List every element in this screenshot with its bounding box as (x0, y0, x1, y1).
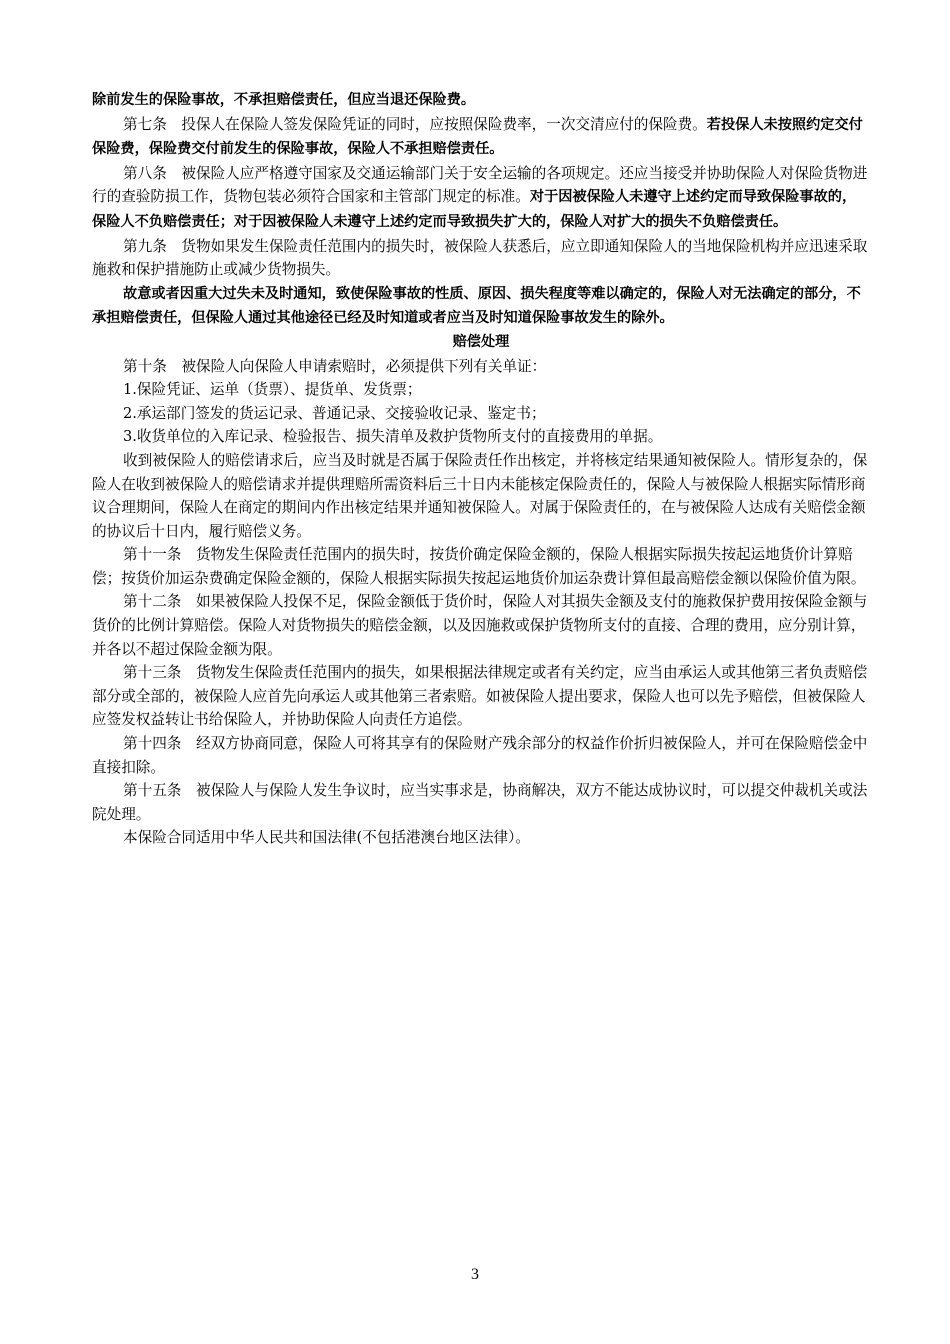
article-7-text: 第七条 投保人在保险人签发保险凭证的同时，应按照保险费率，一次交清应付的保险费。 (123, 115, 707, 133)
article-7-bold: 若投保人未按照约定交付保险费，保险费交付前发生的保险事故，保险人不承担赔偿责任。 (92, 116, 863, 158)
list-item-1: 1.保险凭证、运单（货票）、提货单、发货票； (123, 381, 422, 399)
bold-text: 除前发生的保险事故，不承担赔偿责任，但应当退还保险费。 (92, 92, 476, 108)
governing-law: 本保险合同适用中华人民共和国法律(不包括港澳台地区法律）。 (123, 829, 531, 847)
article-8-text: 第八条 被保险人应严格遵守国家及交通运输部门关于安全运输的各项规定。还应当接受并协助保险人对保险货物进行的查验防损工作，货物包装必须符合国家和主管部门规定的标准。 (92, 164, 868, 206)
article-9-bold: 故意或者因重大过失未及时通知，致使保险事故的性质、原因、损失程度等难以确定的，保险人对无法确定的部分，不承担赔偿责任，但保险人通过其他途径已经及时知道或者应当及时知道保险事故发生的除外。 (92, 285, 861, 327)
list-item-3: 3.收货单位的入库记录、检验报告、损失清单及救护货物所支付的直接费用的单据。 (123, 428, 663, 446)
article-12: 第十二条 如果被保险人投保不足，保险金额低于货价时，保险人对其损失金额及支付的施救保护费用按保险金额与货价的比例计算赔偿。保险人对货物损失的赔偿金额，以及因施救或保护货物所支付的直接、合理的费用，应分别计算，并各以不超过保险金额为限。 (92, 593, 868, 658)
document-body (92, 88, 870, 850)
section-heading: 赔偿处理 (452, 333, 510, 350)
article-14: 第十四条 经双方协商同意，保险人可将其享有的保险财产残余部分的权益作价折归被保险人，并可在保险赔偿金中直接扣除。 (92, 735, 868, 776)
article-8 (92, 162, 870, 235)
article-10: 第十条 被保险人向保险人申请索赔时，必须提供下列有关单证： (123, 357, 547, 375)
claim-handling-paragraph: 收到被保险人的赔偿请求后，应当及时就是否属于保险责任作出核定，并将核定结果通知被保险人。情形复杂的，保险人在收到被保险人的赔偿请求并提供理赔所需资料后三十日内未能核定保险责任的，保险人与被保险人根据实际情形商议合理期间，保险人在商定的期间内作出核定结果并通知被保险人。对属于保险责任的，在与被保险人达成有关赔偿金额的协议后十日内，履行赔偿义务。 (92, 451, 868, 540)
article-8-bold: 对于因被保险人未遵守上述约定而导致保险事故的，保险人不负赔偿责任；对于因被保险人未遵守上述约定而导致损失扩大的，保险人对扩大的损失不负赔偿责任。 (92, 189, 857, 230)
article-13: 第十三条 货物发生保险责任范围内的损失，如果根据法律规定或者有关约定，应当由承运人或其他第三者负责赔偿部分或全部的，被保险人应首先向承运人或其他第三者索赔。如被保险人提出要求，保险人也可以先予赔偿，但被保险人应签发权益转让书给保险人，并协助保险人向责任方追偿。 (92, 664, 868, 729)
paragraph-1 (92, 88, 870, 113)
article-15: 第十五条 被保险人与保险人发生争议时，应当实事求是，协商解决，双方不能达成协议时，可以提交仲裁机关或法院处理。 (92, 782, 868, 823)
list-item-2: 2.承运部门签发的货运记录、普通记录、交接验收记录、鉴定书； (123, 404, 546, 422)
article-9-notice (92, 282, 870, 331)
page-number: 3 (471, 1266, 479, 1283)
article-7 (92, 113, 870, 162)
article-9: 第九条 货物如果发生保险责任范围内的损失时，被保险人获悉后，应立即通知保险人的当地保险机构并应迅速采取施救和保护措施防止或减少货物损失。 (92, 237, 868, 279)
article-11: 第十一条 货物发生保险责任范围内的损失时，按货价确定保险金额的，保险人根据实际损失按起运地货价计算赔偿；按货价加运杂费确定保险金额的，保险人根据实际损失按起运地货价加运杂费计算但最高赔偿金额以保险价值为限。 (92, 546, 866, 587)
